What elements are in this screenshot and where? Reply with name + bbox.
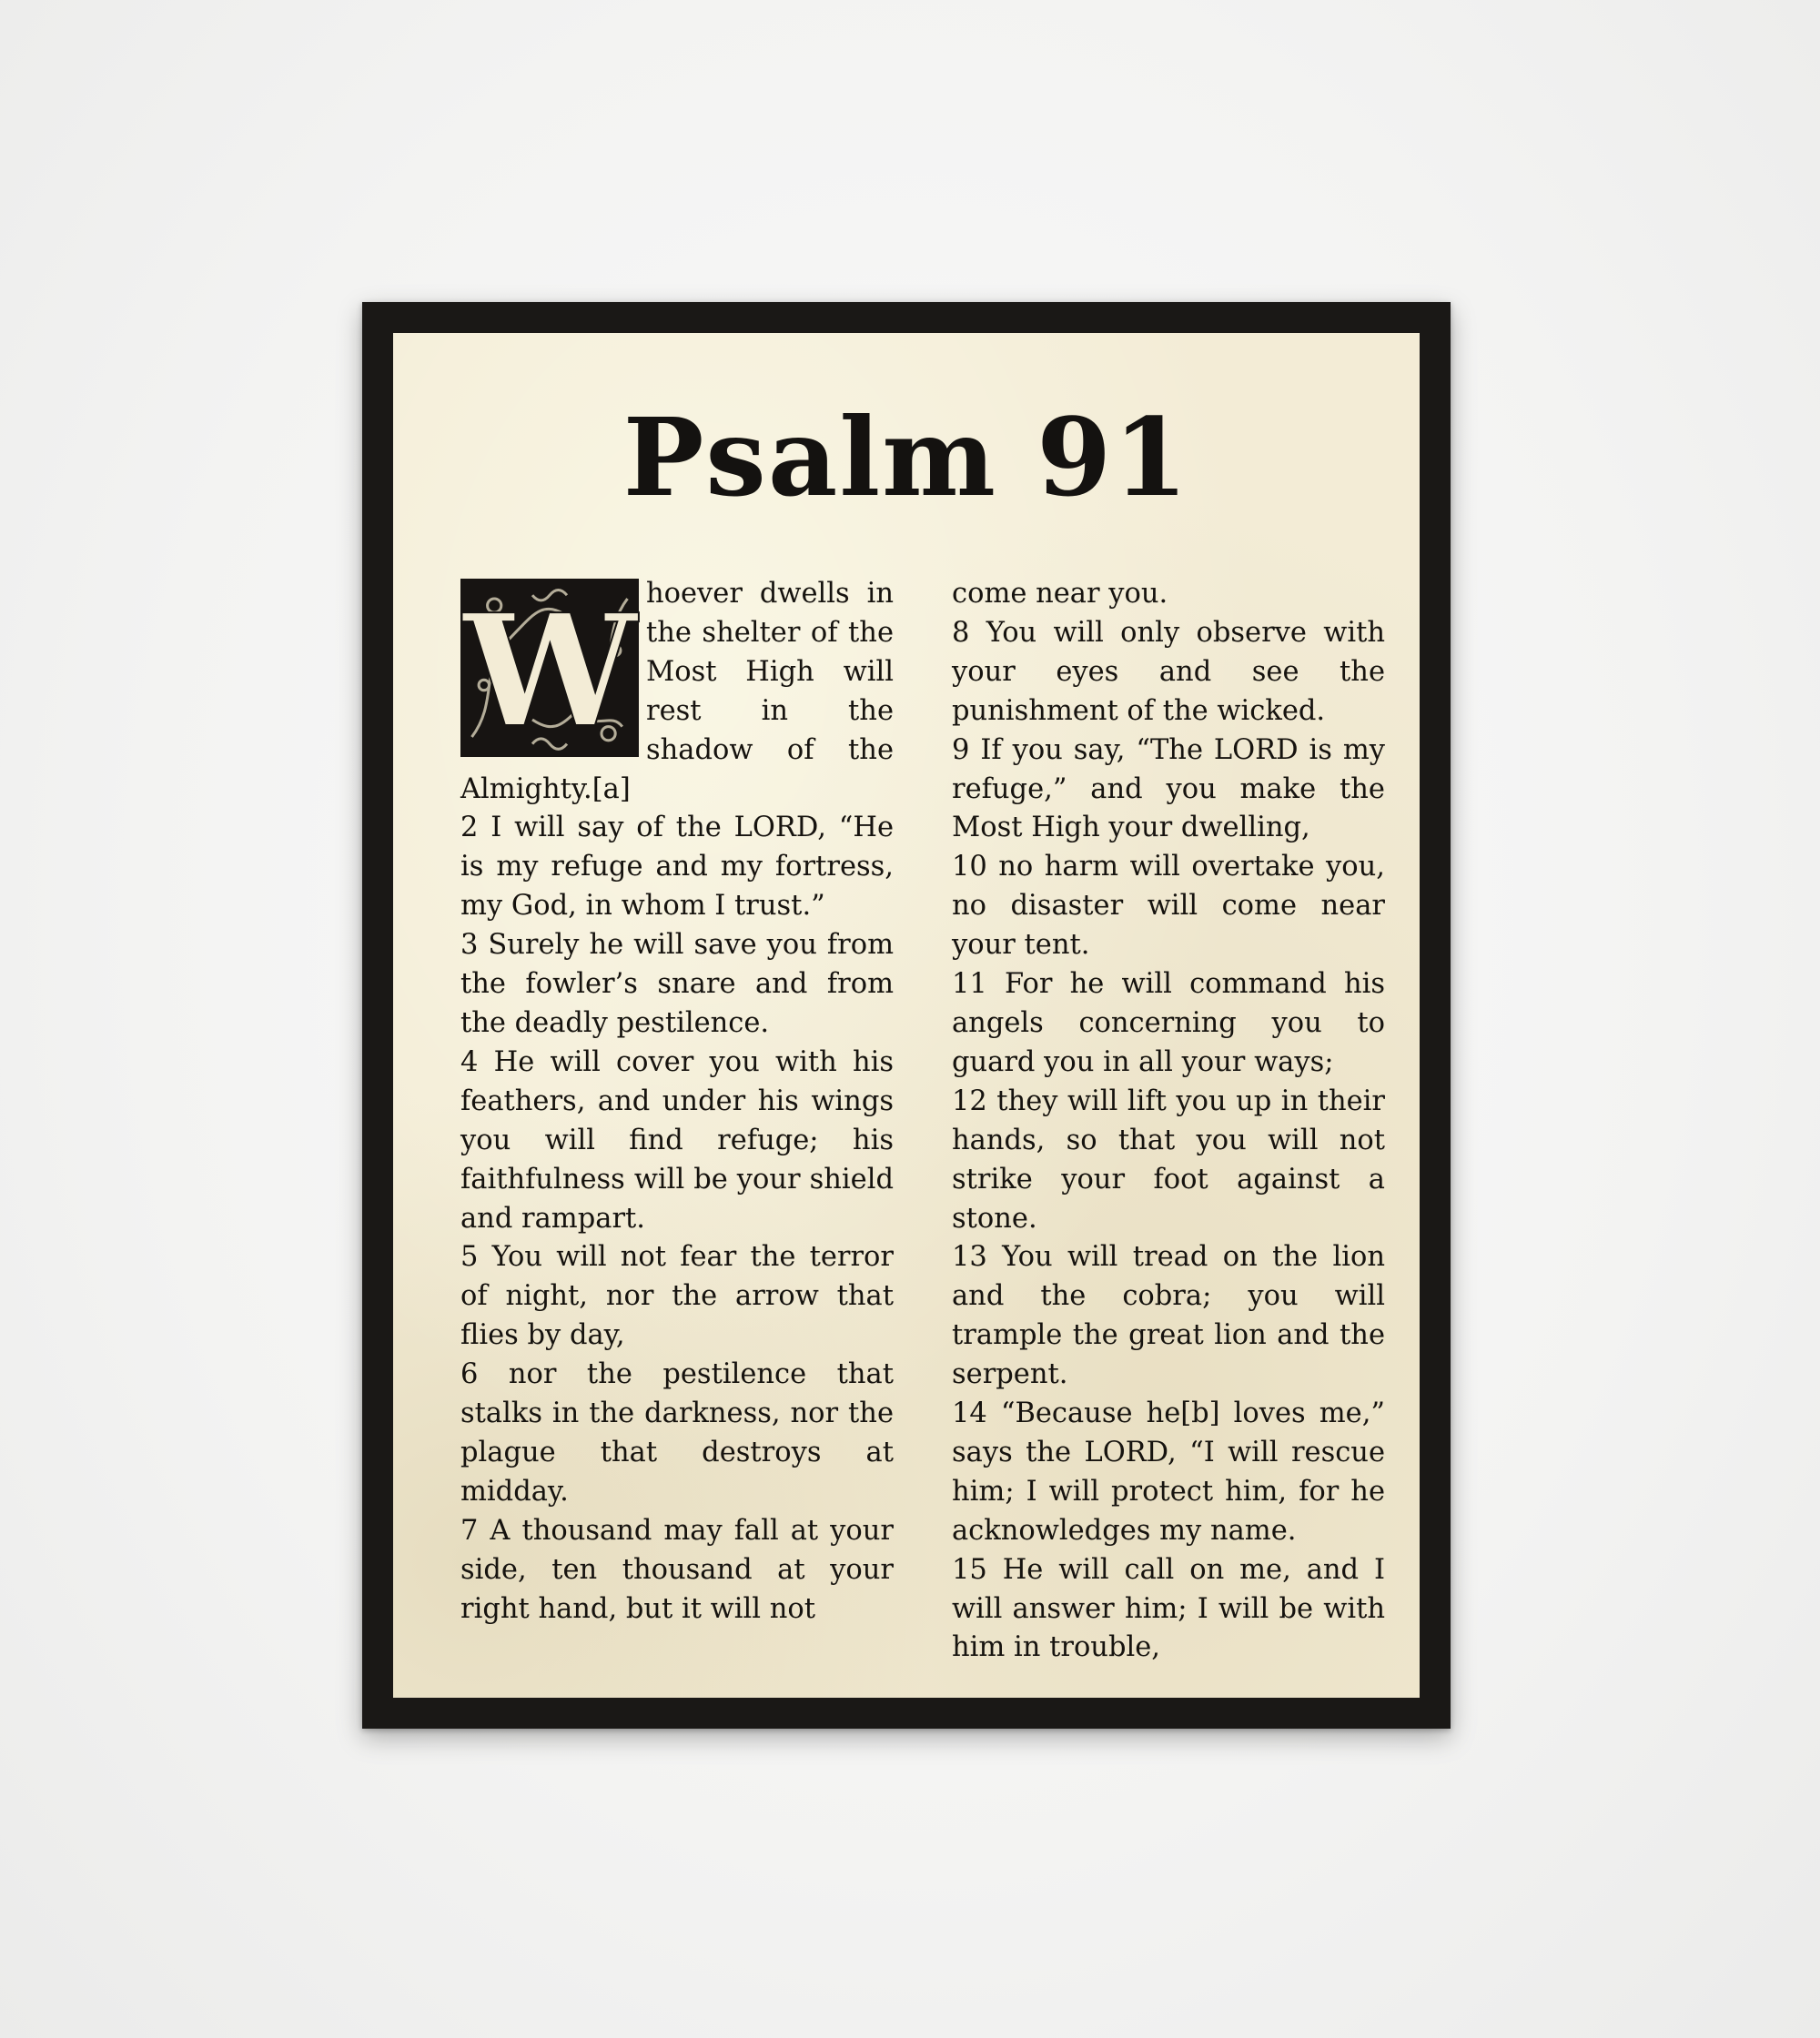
- verse-14: 14 “Because he[b] loves me,” says the LORD, “I will rescue him; I will protect him, for he acknowledges my name.: [952, 1397, 1385, 1547]
- verse-7: 7 A thousand may fall at your side, ten thousand at your right hand, but it will not: [460, 1514, 894, 1625]
- verse-8: 8 You will only observe with your eyes and see the punishment of the wicked.: [952, 616, 1385, 727]
- verse-10: 10 no harm will overtake you, no disaster will come near your tent.: [952, 851, 1385, 962]
- text-columns: [460, 575, 1385, 1667]
- verse-4: 4 He will cover you with his feathers, and under his wings you will find refuge; his faithfulness will be your shield and rampart.: [460, 1045, 894, 1235]
- verse-7-continued: come near you.: [952, 578, 1168, 610]
- poster-frame: [362, 302, 1451, 1729]
- verse-2: 2 I will say of the LORD, “He is my refuge and my fortress, my God, in whom I trust.”: [460, 812, 894, 923]
- verse-1: hoever dwells in the shelter of the Most High will rest in the shadow of the Almighty.[a]: [460, 578, 894, 805]
- verse-13: 13 You will tread on the lion and the cobra; you will trample the great lion and the serpent.: [952, 1241, 1385, 1391]
- verse-12: 12 they will lift you up in their hands, so that you will not strike your foot against a stone.: [952, 1085, 1385, 1235]
- left-column: [460, 575, 894, 1667]
- verse-9: 9 If you say, “The LORD is my refuge,” and you make the Most High your dwelling,: [952, 733, 1385, 844]
- poster-title: Psalm 91: [622, 394, 1190, 520]
- ornamental-drop-cap: [460, 579, 639, 762]
- right-column: [952, 575, 1385, 1667]
- verse-15: 15 He will call on me, and I will answer him; I will be with him in trouble,: [952, 1553, 1385, 1664]
- verse-5: 5 You will not fear the terror of night, nor the arrow that flies by day,: [460, 1241, 894, 1352]
- verse-3: 3 Surely he will save you from the fowler’s snare and from the deadly pestilence.: [460, 929, 894, 1039]
- drop-cap-letter: W: [463, 580, 637, 762]
- verse-6: 6 nor the pestilence that stalks in the darkness, nor the plague that destroys at midday.: [460, 1358, 894, 1508]
- poster-paper: [393, 333, 1420, 1698]
- verse-11: 11 For he will command his angels concerning you to guard you in all your ways;: [952, 968, 1385, 1078]
